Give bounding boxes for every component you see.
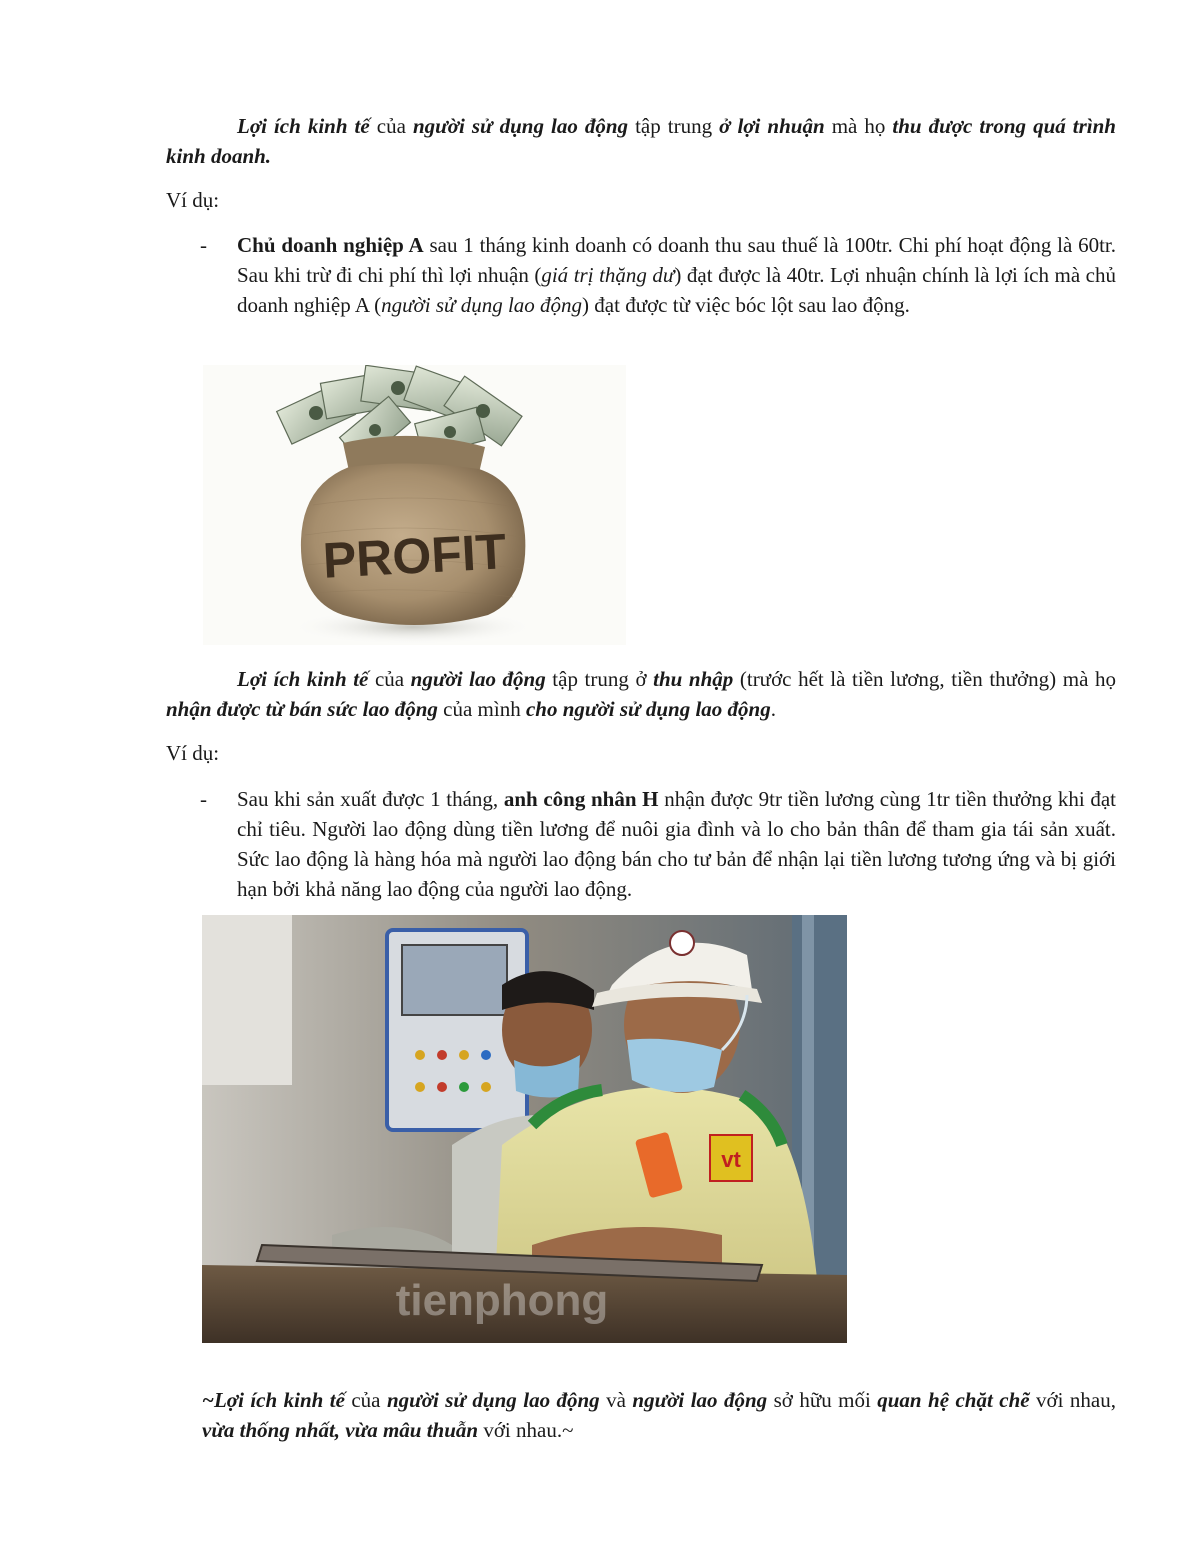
paragraph-worker-interest	[166, 664, 1116, 724]
text-run: nhận được từ bán sức lao động	[166, 697, 438, 721]
watermark-text: tienphong	[395, 1276, 609, 1325]
text-run: tập trung	[628, 114, 720, 138]
text-run: với nhau.~	[478, 1418, 574, 1442]
text-run: Lợi ích kinh tế	[213, 1388, 345, 1412]
bullet-dash: -	[200, 233, 207, 257]
text-run: thu được trong quá trình kinh doanh.	[166, 114, 1116, 168]
text-run: người sử dụng lao động	[412, 114, 629, 138]
money-bag-icon	[203, 365, 626, 645]
text-run: người sử dụng lao động	[381, 293, 583, 317]
factory-workers-photo	[202, 915, 847, 1343]
profit-bag-image	[203, 365, 626, 645]
text-run: mà họ	[824, 114, 893, 138]
text-run: cho người sử dụng lao động	[525, 697, 771, 721]
example-label: Ví dụ:	[166, 188, 220, 212]
bullet-item-worker-example	[237, 784, 1116, 904]
text-run: Sau khi sản xuất được 1 tháng,	[237, 787, 504, 811]
text-run: ở lợi nhuận	[719, 114, 825, 138]
text-run: người lao động	[410, 667, 546, 691]
text-run: ) đạt được từ việc bóc lột sau lao động.	[582, 293, 910, 317]
text-run: anh công nhân H	[503, 787, 659, 811]
text-run: nhận được 9tr tiền lương cùng 1tr tiền thưởng khi đạt chỉ tiêu. Người lao động dùng tiền lương để nuôi gia đình và lo cho bản thân để tham gia tái sản xuất. Sức lao động là hàng hóa mà người lao động bán cho tư bản để nhận lại tiền lương tương ứng và bị giới hạn bởi khả năng lao động của người lao động.	[237, 787, 1116, 901]
svg-text:vt: vt	[721, 1147, 741, 1172]
text-run: của	[344, 1388, 387, 1412]
text-run: của mình	[437, 697, 526, 721]
text-run: của	[369, 114, 413, 138]
example-label: Ví dụ:	[166, 741, 220, 765]
text-run: (trước hết là tiền lương, tiền thưởng) mà họ	[733, 667, 1116, 691]
text-run: người lao động	[632, 1388, 768, 1412]
bullet-item-employer-example	[237, 230, 1116, 320]
text-run: tập trung ở	[545, 667, 654, 691]
text-run: Chủ doanh nghiệp A	[237, 233, 424, 257]
text-run: sau 1 tháng kinh doanh có doanh thu sau thuế là 100tr. Chi phí hoạt động là 60tr. Sau khi trừ đi chi phí thì lợi nhuận (	[237, 233, 1116, 287]
text-run: và	[599, 1388, 633, 1412]
factory-workers-illustration	[202, 915, 847, 1343]
text-run: của	[368, 667, 411, 691]
paragraph-conclusion	[202, 1385, 1116, 1445]
text-run: Lợi ích kinh tế	[237, 667, 369, 691]
text-run: ) đạt được là 40tr. Lợi nhuận chính là lợi ích mà chủ doanh nghiệp A (	[237, 263, 1117, 317]
profit-label: PROFIT	[321, 523, 508, 589]
text-run: giá trị thặng dư	[541, 263, 675, 287]
text-run: người sử dụng lao động	[386, 1388, 600, 1412]
text-run: Lợi ích kinh tế	[237, 114, 370, 138]
text-run: sở hữu mối	[767, 1388, 878, 1412]
text-run: quan hệ chặt chẽ	[877, 1388, 1030, 1412]
paragraph-employer-interest	[166, 111, 1116, 171]
text-run: .	[770, 697, 776, 721]
bullet-dash: -	[200, 787, 207, 811]
text-run: với nhau,	[1029, 1388, 1116, 1412]
text-run: thu nhập	[653, 667, 734, 691]
text-run: vừa thống nhất, vừa mâu thuẫn	[202, 1418, 479, 1442]
text-run: ~	[202, 1388, 214, 1412]
